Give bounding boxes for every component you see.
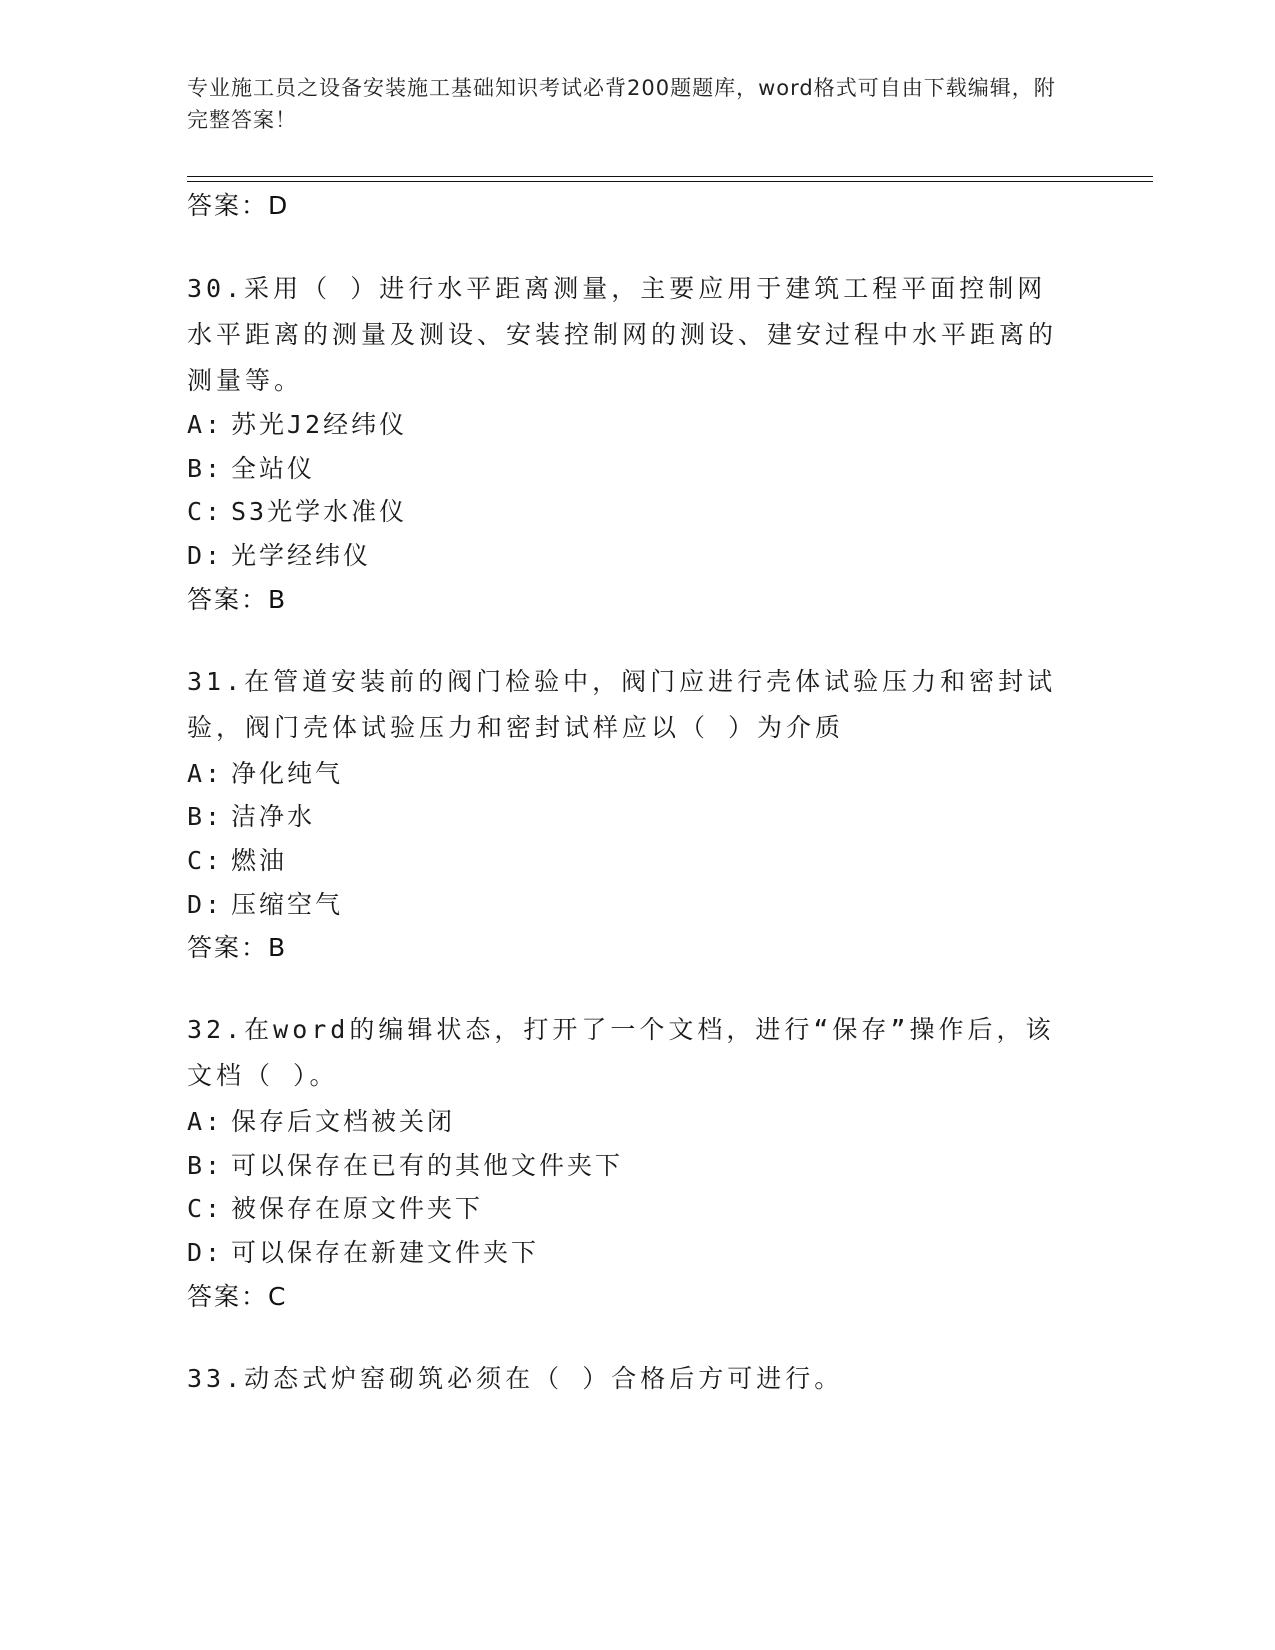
question-32-text: 32.在word的编辑状态，打开了一个文档，进行“保存”操作后，该文档（ ）。 — [187, 1015, 1055, 1090]
question-32-option-b — [187, 1146, 623, 1182]
question-32-option-d — [187, 1233, 539, 1269]
option-text: 可以保存在新建文件夹下 — [231, 1238, 540, 1267]
header-divider-top — [187, 176, 1153, 177]
question-31-answer: 答案：B — [187, 933, 288, 962]
option-key: B: — [187, 454, 224, 483]
question-32-option-c — [187, 1189, 483, 1225]
header-divider-bottom — [187, 181, 1153, 182]
question-32-answer: 答案：C — [187, 1282, 288, 1311]
question-30-answer: 答案：B — [187, 585, 288, 614]
option-text: 苏光J2经纬仪 — [231, 410, 408, 439]
option-key: C: — [187, 1194, 224, 1223]
option-text: 全站仪 — [231, 454, 316, 483]
question-32-option-a — [187, 1102, 455, 1138]
option-key: A: — [187, 1107, 224, 1136]
option-text: 燃油 — [231, 846, 288, 875]
question-31-option-b — [187, 797, 315, 833]
question-30-option-c — [187, 492, 407, 528]
question-30-option-b — [187, 449, 315, 485]
page-header: 专业施工员之设备安装施工基础知识考试必背200题题库，word格式可自由下载编辑，附完整答案！ — [187, 76, 1056, 132]
option-key: C: — [187, 846, 224, 875]
option-text: 洁净水 — [231, 802, 316, 831]
option-text: 保存后文档被关闭 — [231, 1107, 456, 1136]
option-key: D: — [187, 890, 224, 919]
option-key: D: — [187, 541, 224, 570]
question-30-option-a — [187, 405, 407, 441]
option-text: S3光学水准仪 — [231, 497, 408, 526]
option-key: A: — [187, 759, 224, 788]
answer-line: 答案：D — [187, 191, 290, 220]
question-31-option-d — [187, 885, 343, 921]
option-key: B: — [187, 802, 224, 831]
option-key: B: — [187, 1151, 224, 1180]
option-key: D: — [187, 1238, 224, 1267]
question-31-option-a — [187, 754, 343, 790]
option-key: A: — [187, 410, 224, 439]
question-33-text: 33.动态式炉窑砌筑必须在（ ）合格后方可进行。 — [187, 1364, 844, 1393]
question-30-text: 30.采用（ ）进行水平距离测量，主要应用于建筑工程平面控制网水平距离的测量及测设、安装控制网的测设、建安过程中水平距离的测量等。 — [187, 274, 1058, 395]
option-text: 压缩空气 — [231, 890, 344, 919]
option-text: 净化纯气 — [231, 759, 344, 788]
option-text: 被保存在原文件夹下 — [231, 1194, 484, 1223]
question-31-text: 31.在管道安装前的阀门检验中，阀门应进行壳体试验压力和密封试验，阀门壳体试验压力和密封试样应以（ ）为介质 — [187, 667, 1057, 742]
option-key: C: — [187, 497, 224, 526]
question-31-option-c — [187, 841, 287, 877]
option-text: 可以保存在已有的其他文件夹下 — [231, 1151, 624, 1180]
question-30-option-d — [187, 536, 371, 572]
option-text: 光学经纬仪 — [231, 541, 372, 570]
